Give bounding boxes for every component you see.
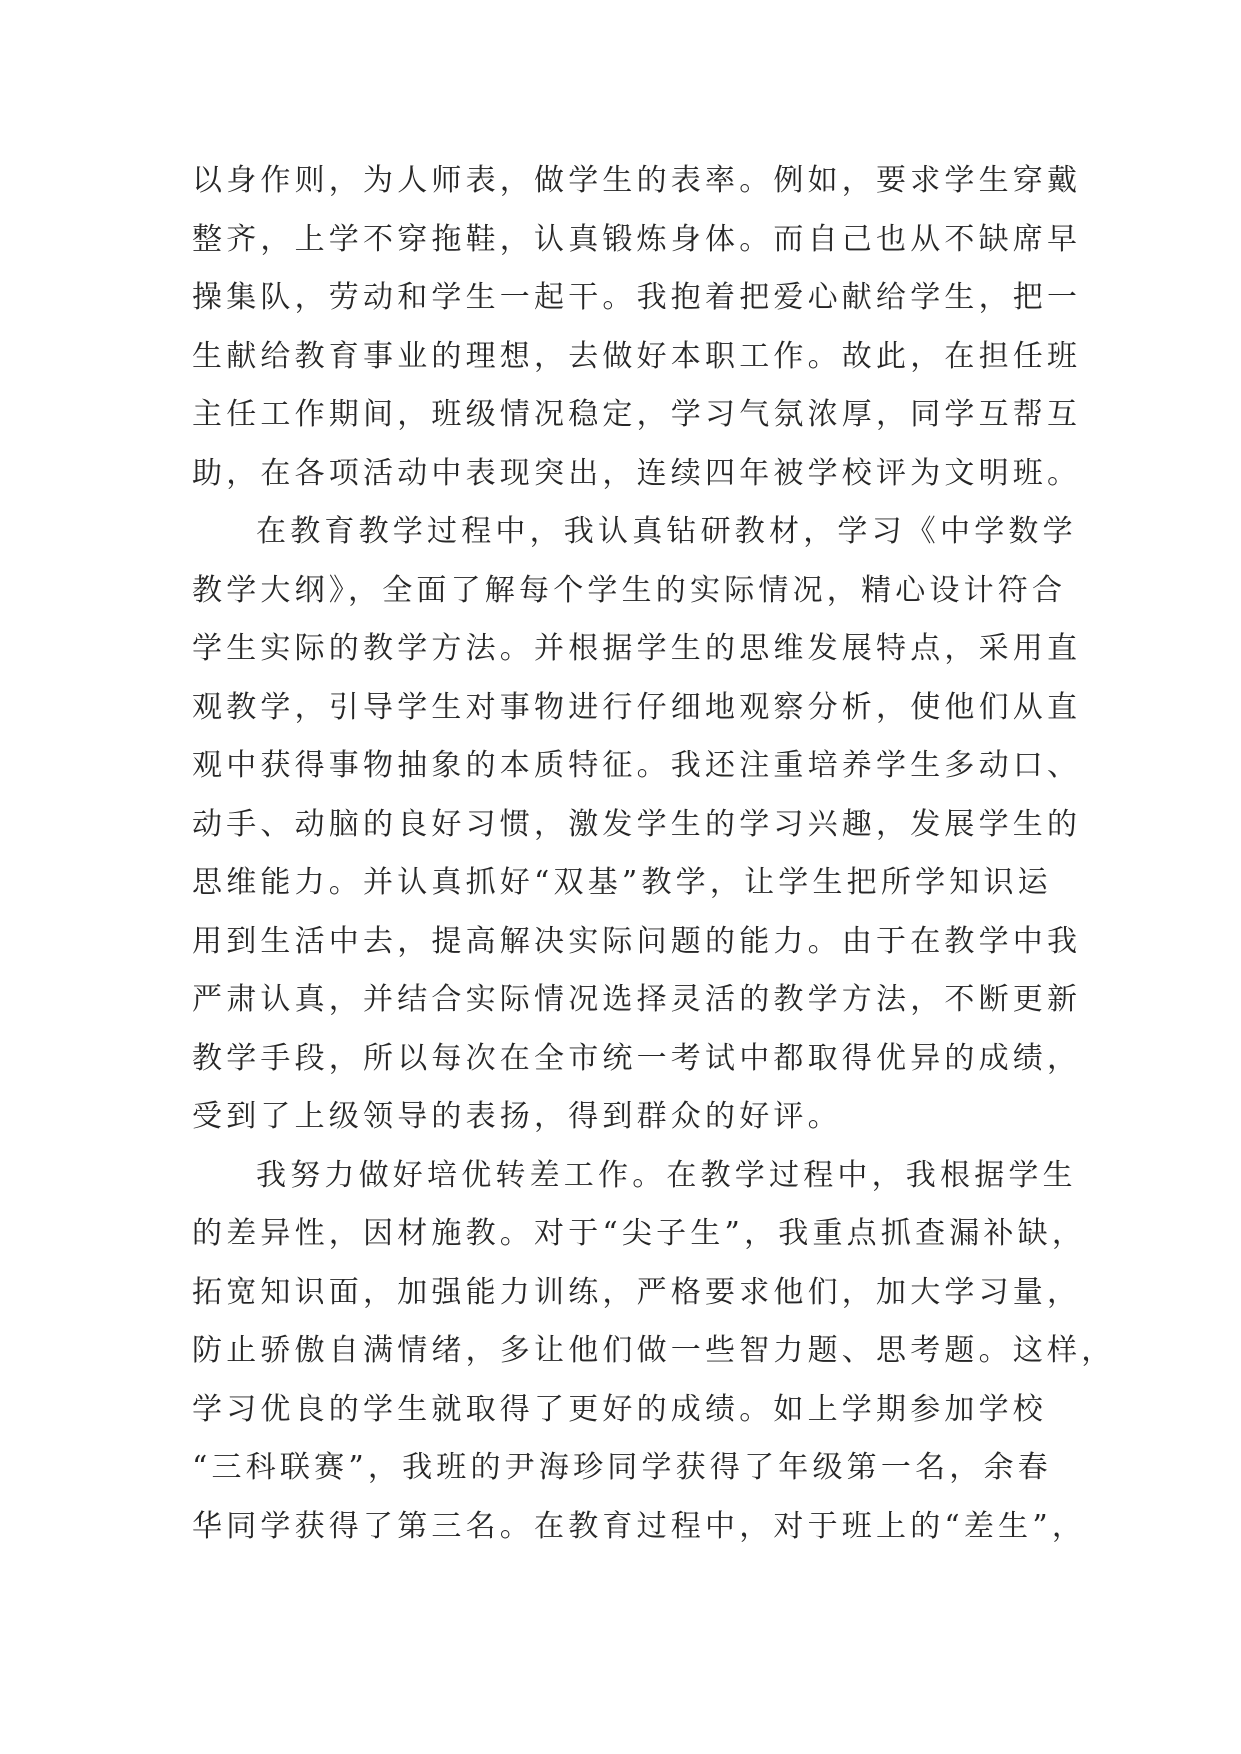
text-line: 学生实际的教学方法。并根据学生的思维发展特点，采用直 — [192, 631, 1082, 666]
text-line: 主任工作期间，班级情况稳定，学习气氛浓厚，同学互帮互 — [192, 397, 1082, 432]
text-line: 学习优良的学生就取得了更好的成绩。如上学期参加学校 — [192, 1391, 1047, 1427]
text-line: 的差异性，因材施教。对于“尖子生”，我重点抓查漏补缺， — [192, 1216, 1087, 1251]
paragraph-1 — [192, 152, 1082, 503]
text-line: 操集队，劳动和学生一起干。我抱着把爱心献给学生，把一 — [192, 280, 1082, 315]
text-line: 严肃认真，并结合实际情况选择灵活的教学方法，不断更新 — [192, 982, 1082, 1017]
text-line: 观教学，引导学生对事物进行仔细地观察分析，使他们从直 — [192, 689, 1082, 725]
text-line: 拓宽知识面，加强能力训练，严格要求他们，加大学习量， — [192, 1274, 1082, 1310]
paragraph-2 — [192, 503, 1082, 1147]
text-line: 以身作则，为人师表，做学生的表率。例如，要求学生穿戴 — [192, 163, 1082, 198]
text-line: “三科联赛”，我班的尹海珍同学获得了年级第一名，余春 — [192, 1450, 1052, 1485]
text-line: 动手、动脑的良好习惯，激发学生的学习兴趣，发展学生的 — [192, 806, 1082, 842]
text-line: 华同学获得了第三名。在教育过程中，对于班上的“差生”， — [192, 1508, 1087, 1544]
text-line: 思维能力。并认真抓好“双基”教学，让学生把所学知识运 — [192, 865, 1052, 900]
text-line: 我努力做好培优转差工作。在教学过程中，我根据学生 — [256, 1157, 1077, 1193]
text-line: 生献给教育事业的理想，去做好本职工作。故此，在担任班 — [192, 338, 1082, 374]
text-line: 在教育教学过程中，我认真钻研教材，学习《中学数学 — [256, 514, 1077, 549]
text-line: 受到了上级领导的表扬，得到群众的好评。 — [192, 1099, 842, 1134]
paragraph-3 — [192, 1147, 1116, 1557]
document-body — [192, 152, 1116, 1556]
text-line: 教学大纲》，全面了解每个学生的实际情况，精心设计符合 — [192, 572, 1067, 608]
text-line: 助，在各项活动中表现突出，连续四年被学校评为文明班。 — [192, 455, 1082, 491]
text-line: 教学手段，所以每次在全市统一考试中都取得优异的成绩， — [192, 1040, 1082, 1076]
text-line: 防止骄傲自满情绪，多让他们做一些智力题、思考题。这样， — [192, 1333, 1116, 1368]
text-line: 观中获得事物抽象的本质特征。我还注重培养学生多动口、 — [192, 748, 1082, 783]
text-line: 用到生活中去，提高解决实际问题的能力。由于在教学中我 — [192, 923, 1082, 959]
text-line: 整齐，上学不穿拖鞋，认真锻炼身体。而自己也从不缺席早 — [192, 221, 1082, 257]
